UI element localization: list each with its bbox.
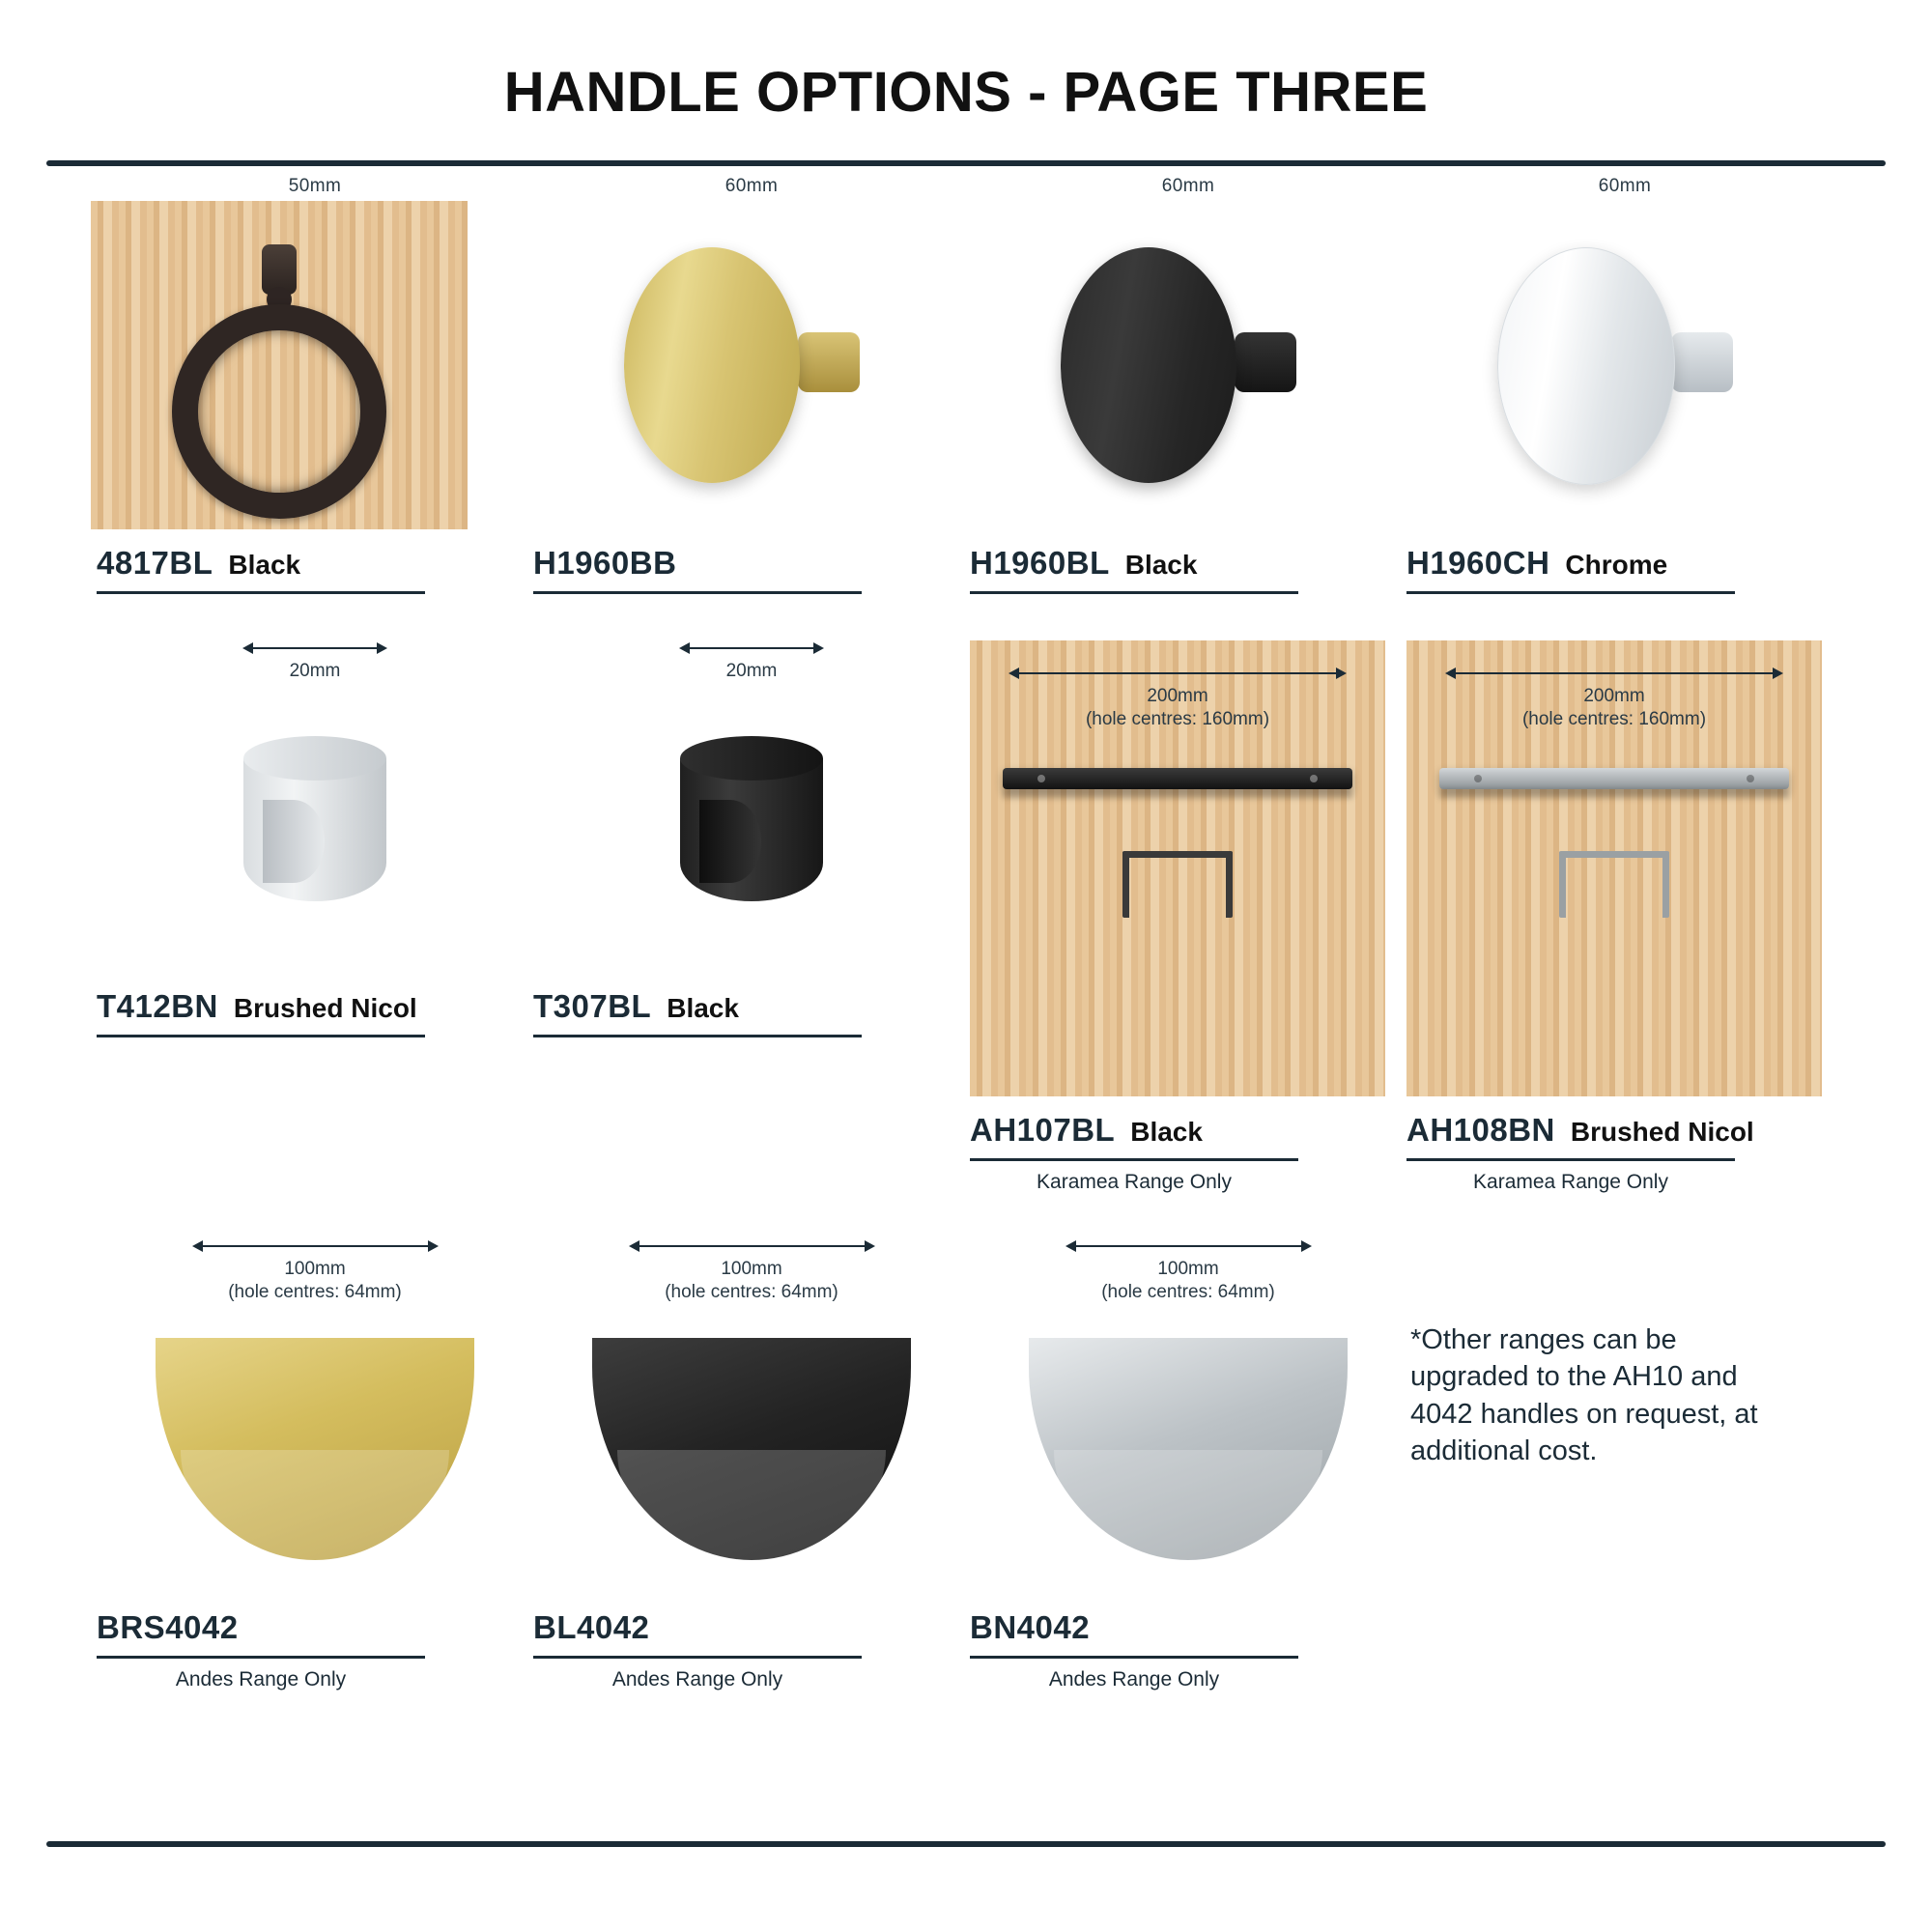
dimension-sublabel: (hole centres: 64mm) [665, 1281, 838, 1302]
caption-underline [1406, 591, 1735, 594]
range-note: Andes Range Only [175, 1667, 347, 1690]
dimension-label: 200mm [1583, 686, 1645, 706]
range-note: Andes Range Only [1048, 1667, 1220, 1690]
product-code: AH107BL [970, 1112, 1116, 1148]
dimension-label: 100mm [721, 1259, 782, 1279]
lip-pull-icon [1559, 851, 1669, 918]
disc-knob-icon [607, 240, 896, 491]
product-image-brs4042 [97, 1304, 533, 1594]
dimension-label: 60mm [1161, 176, 1215, 196]
product-card-bl4042[interactable] [533, 1238, 970, 1691]
caption-underline [533, 1656, 862, 1659]
caption-underline [97, 1656, 425, 1659]
crescent-handle-icon [1029, 1338, 1348, 1560]
product-code: 4817BL [97, 545, 213, 581]
crescent-handle-icon [156, 1338, 474, 1560]
product-card-h1960ch[interactable] [1406, 170, 1843, 594]
cylinder-knob-icon [243, 736, 386, 920]
product-finish: Brushed Nicol [233, 992, 417, 1023]
disc-knob-icon [1480, 240, 1770, 491]
caption-underline [970, 1158, 1298, 1161]
lip-pull-icon [1122, 851, 1233, 918]
product-finish: Chrome [1565, 550, 1668, 580]
caption-ah107bl [970, 1096, 1406, 1194]
dimension-label: 100mm [284, 1259, 346, 1279]
product-card-h1960bl[interactable] [970, 170, 1406, 594]
caption-h1960bb [533, 529, 970, 594]
dimension-block [970, 1238, 1406, 1304]
product-card-ah108bn[interactable] [1406, 640, 1843, 1194]
dimension-arrow-icon [1009, 666, 1347, 681]
dimension-arrow-icon [192, 1238, 439, 1254]
caption-h1960ch [1406, 529, 1843, 594]
dimension-label: 100mm [1157, 1259, 1219, 1279]
range-note: Karamea Range Only [1473, 1171, 1668, 1193]
caption-brs4042 [97, 1594, 533, 1691]
bar-handle-icon [1439, 768, 1789, 789]
caption-underline [1406, 1158, 1735, 1161]
dimension-sublabel: (hole centres: 160mm) [1521, 708, 1707, 729]
product-card-4817bl[interactable] [97, 170, 533, 594]
range-note: Karamea Range Only [1037, 1171, 1232, 1193]
dimension-label: 20mm [725, 661, 778, 681]
dimension-label: 60mm [724, 176, 779, 196]
dimension-block [97, 1238, 533, 1304]
product-image-h1960ch [1406, 201, 1843, 529]
caption-underline [533, 591, 862, 594]
ring-pull-icon [178, 244, 381, 486]
top-divider [46, 160, 1886, 166]
caption-t412bn [97, 973, 533, 1037]
dimension-block [97, 640, 533, 683]
product-image-t412bn [97, 683, 533, 973]
caption-underline [97, 1035, 425, 1037]
product-row [97, 1238, 1845, 1691]
product-image-t307bl [533, 683, 970, 973]
product-code: T412BN [97, 987, 218, 1024]
dimension-label: 20mm [289, 661, 341, 681]
dimension-arrow-icon [679, 640, 824, 656]
caption-underline [970, 1656, 1298, 1659]
bottom-divider [46, 1841, 1886, 1847]
dimension-arrow-icon [1445, 666, 1783, 681]
footnote-cell [1406, 1238, 1843, 1691]
dimension-arrow-icon [629, 1238, 875, 1254]
caption-ah108bn [1406, 1096, 1843, 1194]
dimension-block [533, 1238, 970, 1304]
product-grid [97, 170, 1845, 1691]
disc-knob-icon [1043, 240, 1333, 491]
dimension-sublabel: (hole centres: 64mm) [228, 1281, 402, 1302]
handle-shadow [1003, 789, 1352, 799]
dimension-label: 50mm [288, 176, 342, 196]
product-code: BRS4042 [97, 1608, 239, 1645]
product-image-h1960bl [970, 201, 1406, 529]
caption-underline [970, 591, 1298, 594]
bar-handle-icon [1003, 768, 1352, 789]
caption-h1960bl [970, 529, 1406, 594]
product-image-ah108bn [1406, 640, 1822, 1096]
dimension-label: 200mm [1147, 686, 1208, 706]
range-note: Andes Range Only [611, 1667, 783, 1690]
product-image-h1960bb [533, 201, 970, 529]
product-finish: Black [1130, 1117, 1203, 1147]
product-card-t307bl[interactable] [533, 640, 970, 1194]
product-image-4817bl [91, 201, 468, 529]
caption-t307bl [533, 973, 970, 1037]
dimension-block [970, 640, 1385, 731]
footnote-text: *Other ranges can be upgraded to the AH10 and 4042 handles on request, at additional cost. [1410, 1324, 1758, 1466]
product-finish: Black [1124, 550, 1198, 580]
product-card-t412bn[interactable] [97, 640, 533, 1194]
product-row [97, 170, 1845, 594]
product-finish: Brushed Nicol [1570, 1117, 1754, 1147]
product-card-brs4042[interactable] [97, 1238, 533, 1691]
product-code: BN4042 [970, 1608, 1091, 1645]
product-code: H1960BL [970, 545, 1110, 581]
product-image-ah107bl [970, 640, 1385, 1096]
product-image-bl4042 [533, 1304, 970, 1594]
caption-bl4042 [533, 1594, 970, 1691]
product-card-ah107bl[interactable] [970, 640, 1406, 1194]
product-image-bn4042 [970, 1304, 1406, 1594]
dimension-sublabel: (hole centres: 64mm) [1101, 1281, 1275, 1302]
page-title: HANDLE OPTIONS - PAGE THREE [503, 61, 1429, 124]
product-code: BL4042 [533, 1608, 650, 1645]
product-card-bn4042[interactable] [970, 1238, 1406, 1691]
dimension-block [533, 640, 970, 683]
caption-bn4042 [970, 1594, 1406, 1691]
dimension-label: 60mm [1598, 176, 1652, 196]
cylinder-knob-icon [680, 736, 823, 920]
dimension-sublabel: (hole centres: 160mm) [1085, 708, 1270, 729]
product-code: H1960CH [1406, 545, 1550, 581]
product-code: AH108BN [1406, 1112, 1555, 1148]
product-code: T307BL [533, 987, 652, 1024]
product-row [97, 640, 1845, 1194]
product-finish: Black [667, 992, 739, 1023]
handle-shadow [1439, 789, 1789, 799]
dimension-arrow-icon [1065, 1238, 1312, 1254]
dimension-block [1406, 640, 1822, 731]
product-finish: Black [228, 550, 301, 580]
crescent-handle-icon [592, 1338, 911, 1560]
caption-underline [533, 1035, 862, 1037]
product-card-h1960bb[interactable] [533, 170, 970, 594]
caption-underline [97, 591, 425, 594]
dimension-arrow-icon [242, 640, 387, 656]
caption-4817bl [97, 529, 533, 594]
product-code: H1960BB [533, 545, 677, 581]
